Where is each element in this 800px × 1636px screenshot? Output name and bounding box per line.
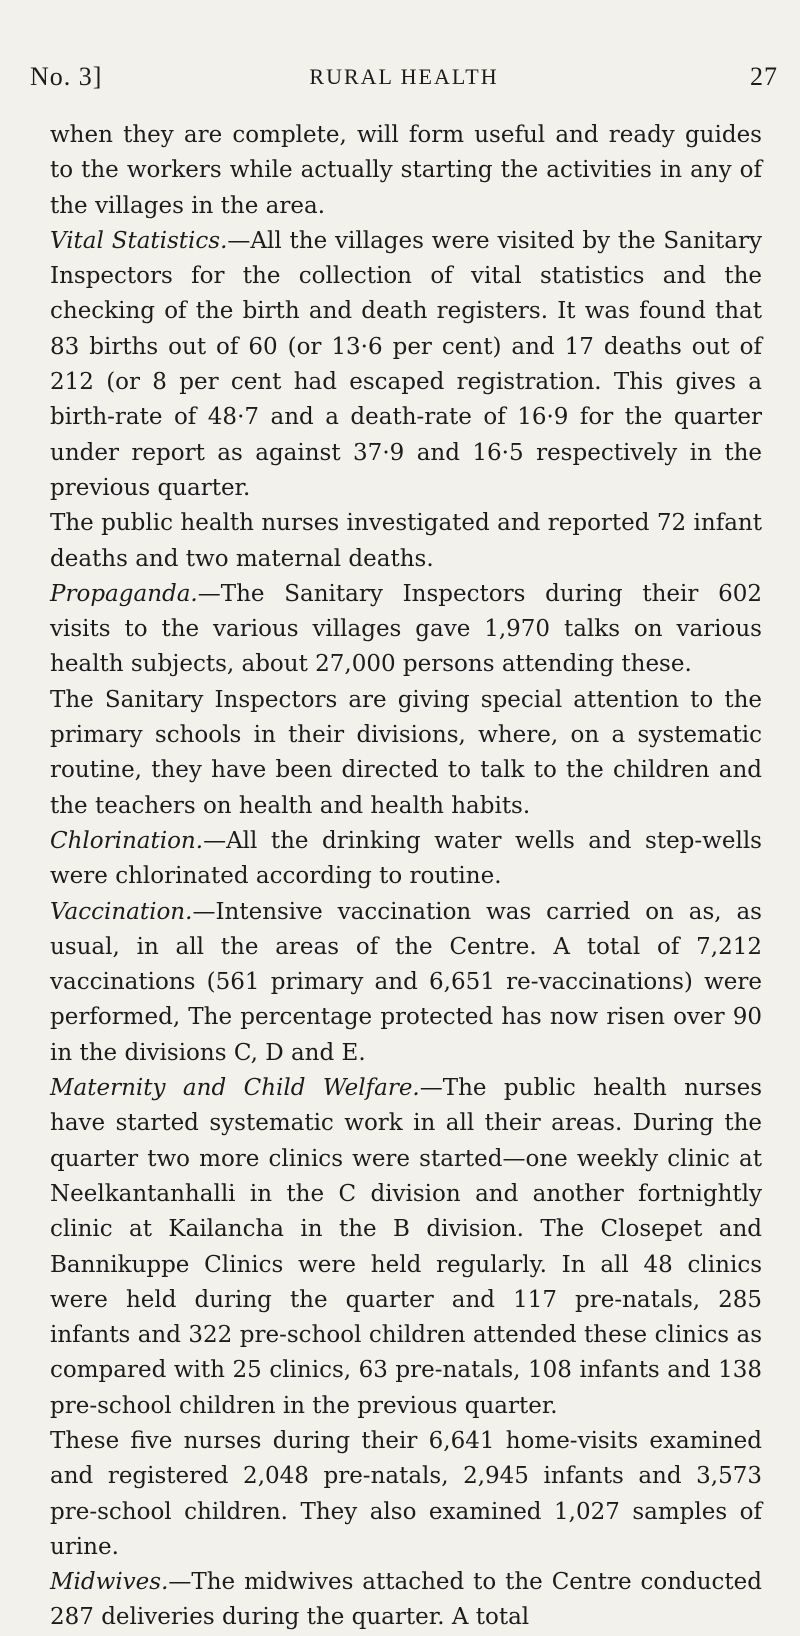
issue-number: No. 3]	[30, 62, 103, 91]
page-number: 27	[750, 62, 778, 91]
running-title: RURAL HEALTH	[309, 64, 499, 89]
paragraph-text: These five nurses during their 6,641 home-visits examined and registered 2,048 pre-natals, 2,945 infants and 3,573 pre-school children. They also examined 1,027 samples of urine.	[50, 1427, 762, 1560]
body-text	[50, 118, 762, 1636]
paragraph-text: —All the drinking water wells and step-wells were chlorinated according to routine.	[50, 827, 762, 890]
paragraph-text: The Sanitary Inspectors are giving special attention to the primary schools in their divisions, where, on a systematic routine, they have been directed to talk to the children and the teachers on health and health habits.	[50, 686, 762, 819]
paragraph-vaccination	[50, 895, 762, 1071]
paragraph-text: when they are complete, will form useful and ready guides to the workers while actually starting the activities in any of the villages in the area.	[50, 122, 762, 219]
section-heading: Vaccination.	[50, 898, 193, 925]
paragraph-text: —All the villages were visited by the Sanitary Inspectors for the collection of vital statistics and the checking of the birth and death registers. It was found that 83 births out of 60 (or 13·6 per cent) and 17 deaths out of 212 (or 8 per cent had escaped registration. This gives a birth-rate of 48·7 and a death-rate of 16·9 for the quarter under report as against 37·9 and 16·5 respectively in the previous quarter.	[50, 227, 762, 501]
paragraph-maternity	[50, 1071, 762, 1424]
paragraph-home-visits	[50, 1424, 762, 1565]
paragraph-infant-deaths	[50, 506, 762, 577]
paragraph-text: —The Sanitary Inspectors during their 602 visits to the various villages gave 1,970 talks on various health subjects, about 27,000 persons attending these.	[50, 580, 762, 678]
paragraph-text: —Intensive vaccination was carried on as, as usual, in all the areas of the Centre. A total of 7,212 vaccinations (561 primary and 6,651 re-vaccinations) were performed, The percentage protected has now risen over 90 in the divisions C, D and E.	[50, 898, 762, 1066]
paragraph-propaganda	[50, 577, 762, 683]
paragraph-continuation	[50, 118, 762, 224]
paragraph-text: The public health nurses investigated and reported 72 infant deaths and two maternal deaths.	[50, 510, 762, 572]
paragraph-chlorination	[50, 824, 762, 895]
section-heading: Chlorination.	[50, 827, 204, 854]
paragraph-text: —The public health nurses have started systematic work in all their areas. During the quarter two more clinics were started—one weekly clinic at Neelkantanhalli in the C division and another fortnightly clinic at Kailancha in the B division. The Closepet and Bannikuppe Clinics were held regularly. In all 48 clinics were held during the quarter and 117 pre-natals, 285 infants and 322 pre-school children attended these clinics as compared with 25 clinics, 63 pre-natals, 108 infants and 138 pre-school children in the previous quarter.	[50, 1075, 763, 1419]
section-heading: Midwives.	[50, 1569, 169, 1596]
section-heading: Vital Statistics.	[50, 227, 228, 254]
paragraph-vital-statistics	[50, 224, 762, 506]
running-header	[30, 62, 778, 94]
paragraph-schools	[50, 683, 762, 824]
paragraph-midwives	[50, 1565, 762, 1636]
section-heading: Maternity and Child Welfare.	[50, 1075, 420, 1102]
paragraph-text: —The midwives attached to the Centre conducted 287 deliveries during the quarter. A total	[50, 1569, 762, 1631]
section-heading: Propaganda.	[50, 580, 198, 607]
